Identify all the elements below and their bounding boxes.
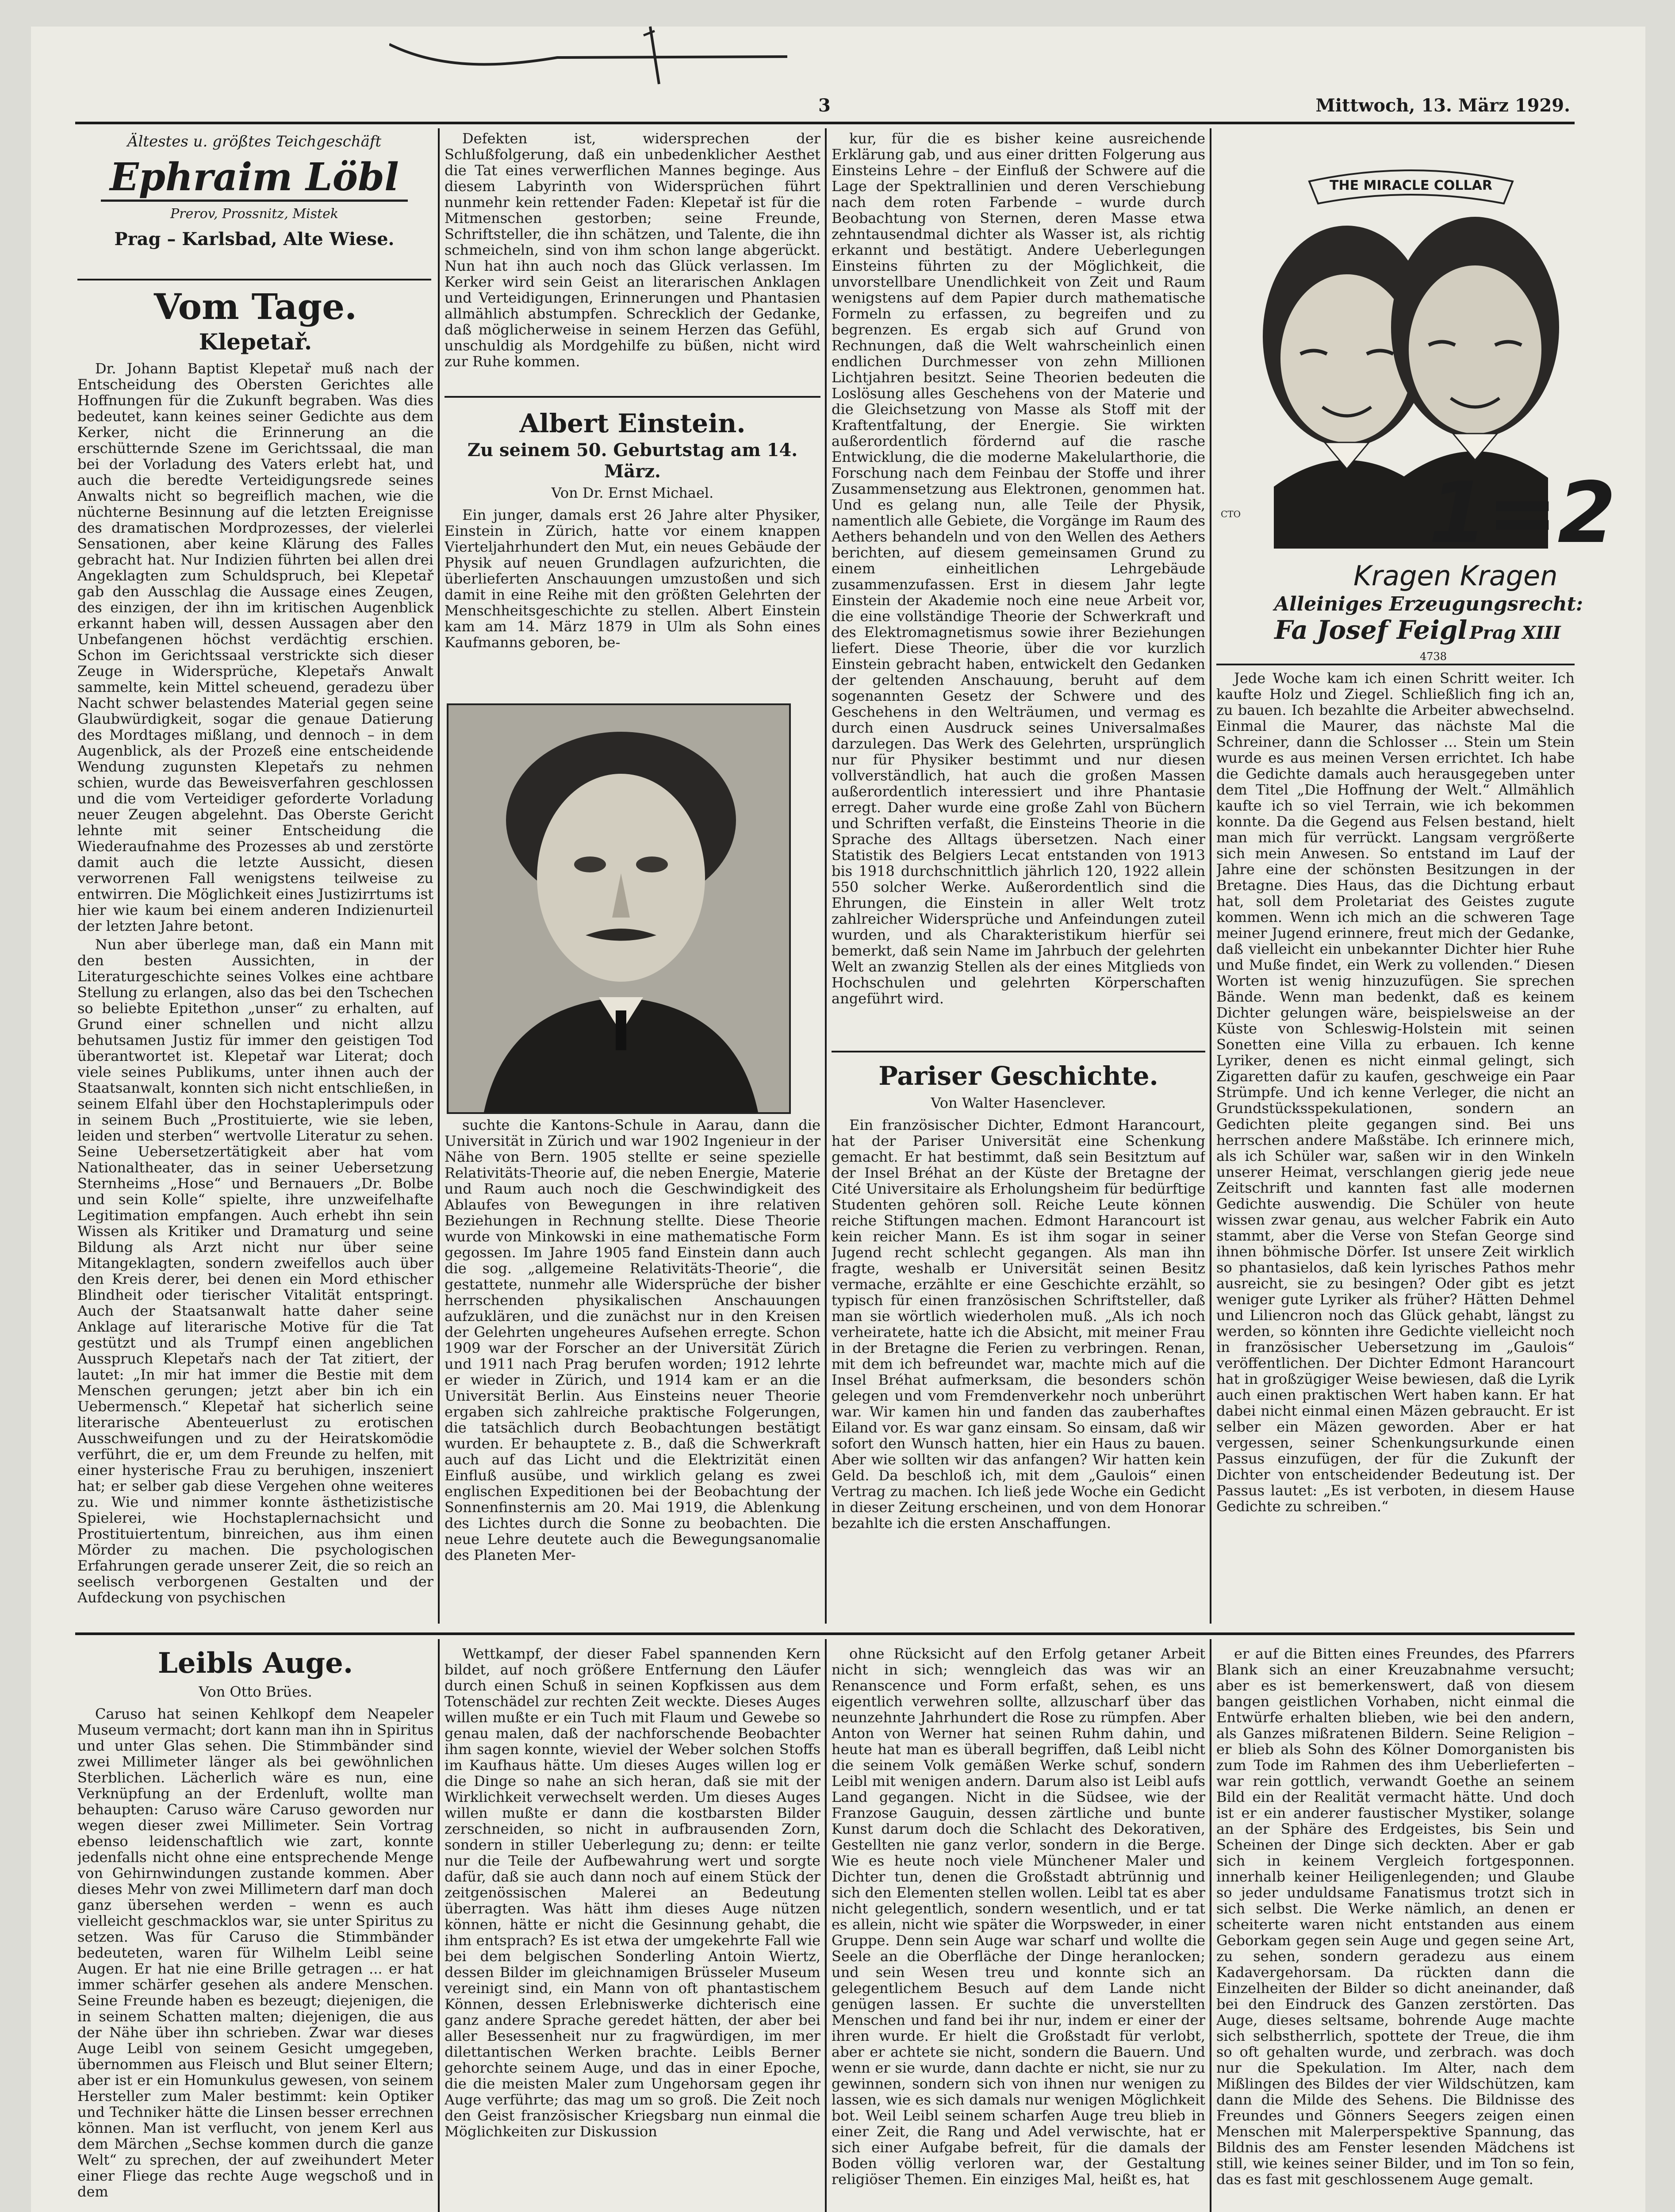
vomtage-paragraph: Nun aber überlege man, daß ein Mann mit den besten Aussichten, in der Literaturgeschichte seines Volkes eine achtbare Stellung zu erlangen, also das bei den Tschechen so beliebte Epitethon „unser“ zu erhalten, auf Grund einer schnellen und nicht allzu behutsamen Justiz für immer den geistigen Tod überantwortet ist. Klepetař war Literat; doch viele seines Publikums, unter ihnen auch der Staatsanwalt, konnten sich nicht entschließen, in seinem Elfahl über den Hochstaplerimpuls oder in seinem Buch „Prostituierte, wie sie leben, leiden und sterben“ wertvolle Literatur zu sehen. Seine Uebersetzertätigkeit aber hat vom Nationaltheater, das in seiner Uebersetzung Sternheims „Hose“ und Bernauers „Dr. Bolbe und sein Kolle“ spielte, ihre unzweifelhafte Legitimation empfangen. Auch erhebt ihn sein Wissen als Kritiker und Dramaturg und seine Bildung als Arzt nicht nur über seine Mitangeklagten, sondern zweifellos auch über den Kreis derer, bei denen ein Mord ethischer Blindheit oder tierischer Vitalität entspringt. Auch der Staatsanwalt hatte daher seine Anklage auf literarische Motive für die Tat gestützt und als Trumpf einen angeblichen Ausspruch Klepetařs nach der Tat zitiert, der lautet: „In mir hat immer die Bestie mit dem Menschen gerungen; jetzt aber bin ich ein Uebermensch.“ Klepetař hat sicherlich seine literarische Abenteuerlust zu erotischen Ausschweifungen und zu der Heiratskomödie verführt, die er, um dem Freunde zu helfen, mit einer hysterische Frau zu beruhigen, inszeniert hat; er selber gab diese Vergehen ohne weiteres zu. Wie und nimmer konnte ästhetizistische Spielerei, wie Hochstaplernachsicht und Prostituiertentum, binreichen, aus ihm einen Mörder zu machen. Die psychologischen Erfahrungen gerade unserer Zeit, die so reich an seelisch verborgenen Gestalten und der Aufdeckung von psychischen (77, 936, 433, 1606)
pariser-continued (1216, 670, 1575, 1626)
pariser-title: Pariser Geschichte. (878, 1061, 1158, 1091)
column-rule (438, 128, 440, 1624)
miracle-kragen: Kragen Kragen (1353, 560, 1558, 592)
col2-paragraph: Defekten ist, widersprechen der Schlußfolgerung, daß ein unbedenklicher Aesthet die Tat eines verwerflichen Mannes beginge. Aus diesem Labyrinth von Widersprüchen führt nunmehr kein rettender Faden: Klepetař ist für die Mitmenschen gestorben; seine Freunde, Schriftsteller, die ihn schätzen, und Talente, die ihn schmeicheln, sind von ihm schon lange abgerückt. Nun hat ihn auch noch das Glück verlassen. Im Kerker wird sein Geist an literarischen Anklagen und Verteidigungen, Erinnerungen und Phantasien allmählich abstumpfen. Schrecklich der Gedanke, daß möglicherweise in seinem Herzen das Gefühl, unschuldig als Mordgehilfe zu büßen, nicht wird zur Ruhe kommen. (445, 131, 820, 370)
leibl-col2 (445, 1646, 820, 2212)
vomtage-article (77, 285, 433, 1626)
vomtage-paragraph: Dr. Johann Baptist Klepetař muß nach der Entscheidung des Obersten Gerichtes alle Hoffnungen für die Zukunft begraben. Was dies bedeutet, kann keines seiner Gedichte aus dem Kerker, nicht die Erinnerung an die erschütternde Szene im Gerichtssaal, die man bei der Vorladung des Vaters erlebt hat, und auch die beredte Verteidigungsrede seines Anwalts nicht so begreiflich machen, wie die nüchterne Besinnung auf die letzten Ereignisse des dramatischen Mordprozesses, der vielerlei Sensationen, aber keine Klärung des Falles gebracht hat. Nur Indizien führten bei allen drei Angeklagten zum Schuldspruch, bei Klepetař gab den Ausschlag die Aussage eines Zeugen, des einzigen, der ihn im kritischen Augenblick erkannt haben will, dessen Aussagen aber den Unbefangenen höchst verdächtig erschien. Schon im Gerichtssaal verstrickte sich dieser Zeuge in Widersprüche, Klepetařs Anwalt sammelte, kein Mittel scheuend, geradezu über Nacht schwer belastendes Material gegen seine Glaubwürdigkeit, sogar die genaue Datierung des Mordtages mißlang, und dennoch – in dem Augenblick, als der Prozeß eine entscheidende Wendung zugunsten Klepetařs zu nehmen schien, wurde das Beweisverfahren geschlossen und die vom Verteidiger geforderte Vorladung neuer Zeugen abgelehnt. Das Oberste Gericht lehnte mit seiner Entscheidung die Wiederaufnahme des Prozesses ab und zerstörte damit auch die letzte Aussicht, diesen verworrenen Fall wenigstens teilweise zu entwirren. Die Möglichkeit eines Justizirrtums ist hier wie kaum bei einem anderen Indizienurteil der letzten Jahre betont. (77, 360, 433, 934)
loebl-name: Ephraim Löbl (101, 155, 407, 202)
article-rule (832, 1051, 1205, 1052)
pencil-mark (389, 18, 787, 93)
leibl-article (77, 1646, 433, 2212)
leibl-col3 (832, 1646, 1205, 2212)
einstein-continued (445, 1117, 820, 1626)
miracle-ref: 4738 (1420, 650, 1447, 663)
miracle-corner: CTO (1221, 509, 1241, 519)
loebl-line1: Ältestes u. größtes Teichgeschäft (127, 133, 382, 150)
loebl-advertisement (77, 133, 431, 274)
einstein-col3 (832, 131, 1205, 1046)
einstein-portrait (447, 703, 791, 1114)
section-rule (75, 1632, 1575, 1635)
klepetar-continued (445, 131, 820, 392)
loebl-line3: Prag – Karlsbad, Alte Wiese. (114, 229, 395, 250)
miracle-collar-advertisement (1221, 150, 1616, 645)
leibl-byline: Von Otto Brües. (199, 1683, 312, 1700)
einstein-byline: Von Dr. Ernst Michael. (551, 484, 714, 501)
einstein-title: Albert Einstein. (519, 408, 746, 438)
column-rule (1210, 128, 1211, 1624)
column-rule (1210, 1639, 1211, 2212)
leibl-col4 (1216, 1646, 1575, 2212)
einstein-subtitle: Zu seinem 50. Geburtstag am 14. März. (467, 440, 798, 482)
column-rule (825, 1639, 827, 2212)
vomtage-subtitle: Klepetař. (199, 329, 312, 355)
miracle-right2: Fa Josef Feigl (1274, 615, 1468, 645)
pariser-article (832, 1060, 1205, 1626)
leibl-paragraph: Wettkampf, der dieser Fabel spannenden Kern bildet, auf noch größere Entfernung den Läufer durch einen Schuß in seinen Kopfkissen aus dem Totenschädel zur rechten Zeit weckte. Dieses Auges willen mußte er ein Tuch mit Flaum und Gewebe so genau malen, daß der nachforschende Beobachter ihm sagen konnte, wieviel der Weber solchen Stoffs im Kaufhaus hätte. Um dieses Auges willen log er die Dinge so nahe an sich heran, daß sie mit der Wirklichkeit verwechselt werden. Um dieses Auges willen mußte er dann die kostbarsten Bilder zerschneiden, so nicht in aufbrausenden Zorn, sondern in stiller Ueberlegung zu; denn: er teilte nur die Teile der Aufbewahrung wert und sorgte dafür, daß sie auch dann noch auf einem Stück der zeitgenössischen Malerei an Bedeutung überragten. Was hätt ihm dieses Auge nützen können, hätte er nicht die Gesinnung gehabt, die ihm entsprach? Es ist etwa der umgekehrte Fall wie bei dem belgischen Sonderling Antoin Wiertz, dessen Bilder im gleichnamigen Brüsseler Museum vereinigt sind, ein Mann von oft phantastischem Können, dessen Erlebniswerke dichterisch eine ganz andere Sprache geredet hätten, der aber bei aller Besessenheit nur zu fragwürdigen, im mer dilettantischen Werken brachte. Leibls Berner gehorchte seinem Auge, und das in einer Epoche, die die meisten Maler zum Ungehorsam gegen ihr Auge verführte; das mag um so groß. Die Zeit noch den Geist französischer Kriegsbarg nun einmal die Möglichkeiten zur Diskussion (445, 1646, 820, 2140)
column-rule (825, 128, 827, 1624)
einstein-article (445, 407, 820, 699)
pariser-byline: Von Walter Hasenclever. (931, 1094, 1106, 1111)
header-rule (75, 122, 1575, 124)
miracle-right1: Alleiniges Erzeugungsrecht: (1274, 593, 1583, 615)
einstein-paragraph: suchte die Kantons-Schule in Aarau, dann die Universität in Zürich und war 1902 Ingenieur in der Nähe von Bern. 1905 stellte er seine spezielle Relativitäts-Theorie auf, die neben Energie, Materie und Raum auch noch die Geschwindigkeit des Ablaufes von Bewegungen in ihre relativen Beziehungen in Rechnung stellte. Diese Theorie wurde von Minkowski in eine mathematische Form gegossen. Im Jahre 1905 fand Einstein dann auch die sog. „allgemeine Relativitäts-Theorie“, die gestattete, nunmehr alle Widersprüche der bisher herrschenden physikalischen Anschauungen aufzuklären, und die zunächst nur in den Kreisen der Gelehrten ungeheures Aufsehen erregte. Schon 1909 war der Forscher an der Universität Zürich und 1911 nach Prag berufen worden; 1912 lehrte er wieder in Zürich, und 1914 kam er an die Universität Berlin. Aus Einsteins neuer Theorie ergaben sich zahlreiche praktische Folgerungen, die tatsächlich durch Beobachtungen bestätigt wurden. Er behauptete z. B., daß die Schwerkraft auch auf das Licht und die Elektrizität einen Einfluß ausübe, und wirklich gelang es zwei englischen Expeditionen bei der Beobachtung der Sonnenfinsternis am 20. Mai 1919, die Ablenkung des Lichtes durch die Sonne zu beobachten. Die neue Lehre deutete auch die Bewegungsanomalie des Planeten Mer- (445, 1117, 820, 1563)
miracle-formula: 1=2 (1429, 464, 1616, 562)
leibl-paragraph: ohne Rücksicht auf den Erfolg getaner Arbeit nicht in sich; wenngleich das was wir an Renanscence und Form erfaßt, sehen, es uns eigentlich verwehren sollte, allzuscharf über das neunzehnte Jahrhundert die Rose zu rümpfen. Aber Anton von Werner hat seinen Ruhm dahin, und heute hat man es überall begriffen, daß Leibl nicht die seinem Volk gemäßen Werke schuf, sondern Leibl mit wenigen andern. Darum also ist Leibl aufs Land gegangen. Nicht in die Südsee, wie der Franzose Gauguin, dessen zärtliche und bunte Kunst darum doch die Schlacht des Dekorativen, Gestellten nie ganz verlor, sondern in die Berge. Wie es heute noch viele Münchener Maler und Dichter tun, denen die Großstadt abtrünnig und sich den Elementen stellen wollen. Leibl tat es aber nicht gelegentlich, sondern wesentlich, und er tat es allein, nicht wie später die Worpsweder, in einer Gruppe. Denn sein Auge war scharf und wollte die Seele an die Oberfläche der Dinge heranlocken; und sein Wesen treu und konnte sich an gelegentlichem Besuch auf dem Lande nicht genügen lassen. Er suchte die unverstellten Menschen und fand bei ihr nur, indem er einer der ihren wurde. Er hielt die Großstadt für verlobt, aber er achtete sie nicht, sondern die Bauern. Und wenn er sie wurde, dann dachte er nicht, sie nur zu gewinnen, sondern sich von ihnen nur wenigen zu lassen, wie es sich damals nur wenigen Möglichkeit bot. Weil Leibl seinem scharfen Auge treu blieb in einer Zeit, die Rang und Adel verwischte, hat er sich einer Aufgabe befreit, für die damals der Boden völlig verloren war, der Gestaltung religiöser Themen. Ein einziges Mal, heißt es, hat (832, 1646, 1205, 2188)
ad-rule (77, 279, 431, 280)
einstein-col3-paragraph: kur, für die es bisher keine ausreichende Erklärung gab, und aus einer dritten Folgerung aus Einsteins Lehre – der Einfluß der Schwere auf die Lage der Spektrallinien und deren Verschiebung nach dem roten Farbende – wurde durch Beobachtung von Sternen, deren Masse etwa zehntausendmal dichter als Wasser ist, als richtig erkannt und bestätigt. Andere Ueberlegungen Einsteins führten zu der Möglichkeit, die unvorstellbare Unendlichkeit von Zeit und Raum wenigstens auf dem Papier durch mathematische Formeln zu erfassen, zu begreifen und zu begrenzen. Es ergab sich auf Grund von Rechnungen, daß die Welt wahrscheinlich einen endlichen Durchmesser von zehn Millionen Lichtjahren besitzt. Seine Theorien bedeuten die Loslösung alles Geschehens von der Materie und die Gleichsetzung von Masse als Stoff mit der Kraftentfaltung, der Energie. Sie wirkten außerordentlich fördernd auf die rasche Entwicklung, die die moderne Makelularthorie, die Forschung nach dem Feinbau der Stoffe und ihrer Zusammensetzung aus Elektronen, genommen hat. Und es gelang nun, alle Teile der Physik, namentlich alle Gebiete, die Vorgänge im Raum des Aethers behandeln und von den Wellen des Aethers berichten, auf diesem gemeinsamen Grund zu einem einheitlichen Lehrgebäude zusammenzufassen. Erst in diesem Jahr legte Einstein der Akademie noch eine neue Arbeit vor, die eine vollständige Theorie der Schwerkraft und des Elektromagnetismus sowie ihrer Beziehungen liefert. Diese Theorie, über die vor kurzlich Einstein gebracht haben, entwickelt den Gedanken der geltenden Anschauung, beruht auf dem sogenannten Gesetz der Schwere und des Geschehens in den Welträumen, und vermag es durch einen Ausdruck seines Universalmaßes darzulegen. Das Werk des Gelehrten, ursprünglich nur für Physiker bestimmt und nur diesen vollverständlich, hat auch die großen Massen außerordentlich interessiert und ihre Phantasie erregt. Daher wurde eine große Zahl von Büchern und Schriften verfaßt, die Einsteins Theorie in die Sprache des Alltags übersetzen. Nach einer Statistik des Belgiers Lecat entstanden von 1913 bis 1918 durchschnittlich jährlich 120, 1922 allein 550 solcher Werke. Außerordentlich sind die Ehrungen, die Einstein in aller Welt trotz zahlreicher Widersprüche und Anfeindungen zuteil wurden, und als Charakteristikum hierfür sei bemerkt, daß sein Name im Jahrbuch der gelehrten Welt an zwanzig Stellen als der eines Mitglieds von Hochschulen und gelehrten Körperschaften angeführt wird. (832, 131, 1205, 1007)
page-header (75, 95, 1570, 122)
leibl-title: Leibls Auge. (157, 1647, 353, 1680)
miracle-banner: THE MIRACLE COLLAR (1330, 178, 1492, 193)
miracle-right3: Prag XIII (1469, 622, 1561, 643)
article-rule (445, 396, 820, 398)
miracle-firm-line (1234, 615, 1601, 645)
page-date: Mittwoch, 13. März 1929. (1315, 95, 1570, 116)
column-rule (438, 1639, 440, 2212)
pariser-col4-paragraph: Jede Woche kam ich einen Schritt weiter. Ich kaufte Holz und Ziegel. Schließlich fing ich an, zu bauen. Ich bezahlte die Arbeiter abwechselnd. Einmal die Maurer, das nächste Mal die Schreiner, dann die Schlosser ... Stein um Stein wurde es aus meinen Versen errichtet. Ich habe die Gedichte damals auch herausgegeben unter dem Titel „Die Hoffnung der Welt.“ Allmählich kaufte ich so viel Terrain, wie ich bekommen konnte. Da die Gegend aus Felsen bestand, hielt man mich für verrückt. Langsam vergrößerte sich mein Anwesen. So entstand im Lauf der Jahre eine der schönsten Besitzungen in der Bretagne. Dies Haus, das die Dichtung erbaut hat, soll dem Proletariat des Geistes zugute kommen. Wenn ich mich an die schweren Tage meiner Jugend erinnere, freut mich der Gedanke, daß vielleicht ein unbekannter Dichter hier Ruhe und Muße findet, ein Werk zu vollenden.“ Diesen Worten ist wenig hinzuzufügen. Sie sprechen Bände. Wenn man bedenkt, daß es keinem Dichter gelungen wäre, beispielsweise an der Küste von Schleswig-Holstein mit seinen Sonetten eine Villa zu erbauen. Ich kenne Lyriker, denen es nicht einmal gelingt, sich Zigaretten dafür zu kaufen, geschweige ein Paar Strümpfe. Und ich kenne Verleger, die nicht an Grundstücksspekulationen, sondern an Gedichten pleite gegangen sind. Bei uns herrschen andere Maßstäbe. Ich erinnere mich, als ich Schüler war, saßen wir in den Winkeln unserer Heimat, verschlangen gierig jede neue Zeitschrift und kannten fast alle modernen Gedichte auswendig. Die Schüler von heute wissen zwar genau, aus welcher Fabrik ein Auto stammt, aber die Verse von Stefan George sind ihnen böhmische Dörfer. Ist unsere Zeit wirklich so phantasielos, daß kein lyrisches Pathos mehr ausreicht, sie zu besingen? Oder gibt es jetzt weniger gute Lyriker als früher? Hätten Dehmel und Liliencron noch das Glück gehabt, längst zu werden, so könnten ihre Gedichte vielleicht noch in französischer Uebersetzung im „Gaulois“ veröffentlichen. Der Dichter Edmont Harancourt hat in großzügiger Weise bewiesen, daß die Lyrik auch einen praktischen Wert haben kann. Er hat dabei nicht einmal einen Mäzen gebraucht. Er ist selber ein Mäzen geworden. Aber er hat vergessen, seiner Schenkungsurkunde einen Passus einzufügen, der für die Zukunft der Dichter von entscheidender Bedeutung ist. Der Passus lautet: „Es ist verboten, in diesem Hause Gedichte zu schreiben.“ (1216, 670, 1575, 1515)
loebl-line2: Prerov, Prossnitz, Mistek (170, 206, 339, 222)
vomtage-title: Vom Tage. (154, 286, 357, 327)
pariser-paragraph: Ein französischer Dichter, Edmont Harancourt, hat der Pariser Universität eine Schenkung gemacht. Er hat bestimmt, daß sein Besitztum auf der Insel Bréhat an der Küste der Bretagne der Cité Universitaire als Erholungsheim für bedürftige Studenten gehören soll. Reiche Leute können reiche Stiftungen machen. Edmont Harancourt ist kein reicher Mann. Es ist ihm sogar in seiner Jugend recht schlecht gegangen. Als man ihn fragte, weshalb er Universität seinen Besitz vermache, erzählte er eine Geschichte erzählt, so typisch für einen französischen Schriftsteller, daß man sie wörtlich wiederholen muß. „Als ich noch verheiratete, hatte ich die Absicht, mit meiner Frau in der Bretagne die Ferien zu verbringen. Renan, mit dem ich befreundet war, machte mich auf die Insel Bréhat aufmerksam, die besonders schön gelegen und vom Fremdenverkehr noch unberührt war. Wir kamen hin und fanden das zauberhaftes Eiland vor. Es war ganz einsam. So einsam, daß wir sofort den Wunsch hatten, hier ein Haus zu bauen. Aber wie sollten wir das anfangen? Wir hatten kein Geld. Da beschloß ich, mit dem „Gaulois“ einen Vertrag zu machen. Ich ließ jede Woche ein Gedicht in dieser Zeitung erscheinen, und von dem Honorar bezahlte ich die ersten Anschaffungen. (832, 1117, 1205, 1532)
leibl-paragraph: er auf die Bitten eines Freundes, des Pfarrers Blank sich an einer Kreuzabnahme versucht; aber es ist bemerkenswert, daß von diesem bangen geistlichen Vorhaben, nicht einmal die Entwürfe erhalten blieben, wie bei den andern, als Ganzes mißratenen Bildern. Seine Religion – er blieb als Sohn des Kölner Domorganisten bis zum Tode im Rahmen des ihm Ueberlieferten – war rein gottlich, verwandt Goethe an seinem Bild ein der Realität vermacht hätte. Und doch ist er ein anderer faustischer Mystiker, solange an der Sphäre des Erdgeistes, bis Sein und Scheinen der Dinge sich deckten. Aber er gab sich in keinem Vergleich fortgesponnen. innerhalb keiner Heiligenlegenden; und Glaube so jeder unduldsame Fanatismus trotzt sich in sich selbst. Die Werke nämlich, an denen er scheiterte waren nicht entstanden aus einem Geborkam gegen sein Auge und gegen seine Art, zu sehen, sondern geradezu aus einem Kadavergehorsam. Da rückten dann die Einzelheiten der Bilder so dicht aneinander, daß bei den Eindruck des Ganzen zerstörten. Das Auge, dieses seltsame, bohrende Auge machte sich selbstherrlich, spottete der Treue, die ihm so oft gehalten wurde, und zerbrach. was doch nur die Spekulation. Im Alter, nach dem Mißlingen des Bildes der vier Wildschützen, kam dann die Milde des Sehens. Die Bildnisse des Freundes und Gönners Seegers zeigen einen Menschen mit Malerperspektive Spannung, das Bildnis des am Fenster lesenden Mädchens ist still, wie keines seiner Bilder, und im Ton so fein, das es fast mit geschlossenem Auge gemalt. (1216, 1646, 1575, 2188)
ad-rule (1216, 664, 1575, 665)
leibl-paragraph: Caruso hat seinen Kehlkopf dem Neapeler Museum vermacht; dort kann man ihn in Spiritus und unter Glas sehen. Die Stimmbänder sind zwei Millimeter länger als bei gewöhnlichen Sterblichen. Lächerlich wäre es nun, eine Verknüpfung an der Erdenluft, wollte man behaupten: Caruso wäre Caruso geworden nur wegen dieser zwei Millimeter. Sein Vortrag ebenso leidenschaftlich wie zart, konnte jedenfalls nicht ohne eine entsprechende Menge von Gehirnwindungen zustande kommen. Aber dieses Mehr von zwei Millimetern darf man doch ganz übersehen werden – wenn es auch vielleicht geschmacklos war, sie unter Spiritus zu setzen. Was für Caruso die Stimmbänder bedeuteten, waren für Wilhelm Leibl seine Augen. Er hat nie eine Brille getragen ... er hat immer schärfer gesehen als andere Menschen. Seine Freunde haben es bezeugt; diejenigen, die in seinem Schatten malten; diejenigen, die aus der Nähe über ihn schrieben. Zwar war dieses Auge Leibl von seinem Gesicht umgegeben, übernommen aus Fleisch und Blut seiner Eltern; aber ist er ein Homunkulus gewesen, von seinem Hersteller zum Maler bestimmt: kein Optiker und Techniker hätte die Linsen besser errechnen können. Man ist verflucht, von jenem Kerl aus dem Märchen „Sechse kommen durch die ganze Welt“ zu sprechen, der auf zweihundert Meter einer Fliege das rechte Auge wegschoß und in dem (77, 1705, 433, 2200)
page-number: 3 (818, 95, 831, 116)
einstein-intro: Ein junger, damals erst 26 Jahre alter Physiker, Einstein in Zürich, hatte vor einem knappen Vierteljahrhundert den Mut, ein neues Gebäude der Physik auf neuen Grundlagen aufzurichten, die überlieferten Anschauungen umzustoßen und sich damit in eine Reihe mit den größten Gelehrten der Menschheitsgeschichte zu stellen. Albert Einstein kam am 14. März 1879 in Ulm als Sohn eines Kaufmanns geboren, be- (445, 507, 820, 651)
